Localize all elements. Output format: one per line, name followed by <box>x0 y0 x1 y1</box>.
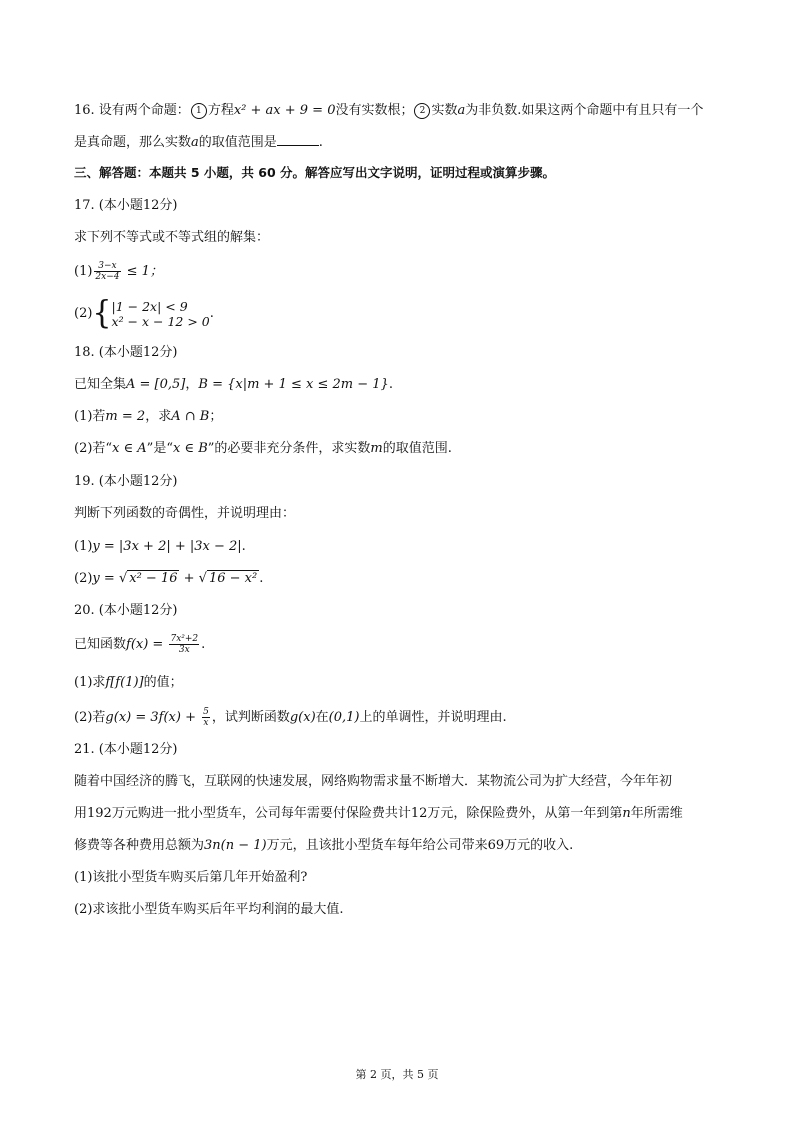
inequality: ≤ 1； <box>122 264 163 279</box>
q21-text: 万元，且该批小型货车每年给公司带来 <box>266 838 488 853</box>
denominator: 3x <box>178 645 190 655</box>
q20-text: 上的单调性，并说明理由. <box>359 710 507 725</box>
q20-intro <box>74 634 205 655</box>
variable: a <box>191 135 199 150</box>
period: . <box>201 637 206 652</box>
q21-line3 <box>74 836 573 856</box>
numerator: 3−x <box>94 261 120 272</box>
q17-part1 <box>74 261 163 282</box>
radicand: 16 − x² <box>208 571 258 586</box>
q19-intro: 判断下列函数的奇偶性，并说明理由： <box>74 506 296 521</box>
q20-text: ，试判断函数 <box>211 710 290 725</box>
q18-text: 的取值范围. <box>382 441 452 456</box>
q18-part1 <box>74 407 222 427</box>
part-label: (1) <box>74 539 93 554</box>
q18-text: ，求 <box>145 409 172 424</box>
q17-part2 <box>74 295 214 332</box>
number: 12 <box>410 806 428 821</box>
period: . <box>209 306 214 321</box>
answer-blank <box>277 133 319 146</box>
q18-text: 已知全集 <box>74 377 127 392</box>
intersection: A ∩ B <box>171 409 210 424</box>
sqrt-icon: √ <box>118 571 128 586</box>
q21-heading: 21. (本小题12分) <box>74 742 178 757</box>
circled-number-1: 1 <box>191 103 207 119</box>
q21-text: 年所需维 <box>630 806 683 821</box>
q21-line1: 随着中国经济的腾飞，互联网的快速发展，网络购物需求量不断增大．某物流公司为扩大经营，今年年初 <box>74 774 673 789</box>
q19-part2 <box>74 569 263 589</box>
brace-icon: { <box>92 295 112 332</box>
q21-text: 修费等各种费用总额为 <box>74 838 205 853</box>
operator: + <box>179 571 199 586</box>
q19-heading: 19. (本小题12分) <box>74 474 178 489</box>
numerator: 7x²+2 <box>170 634 199 644</box>
page-footer: 第 2 页，共 5 页 <box>355 1068 439 1081</box>
q20-part2 <box>74 707 507 728</box>
separator: ， <box>185 377 199 392</box>
inequality-system <box>112 299 210 329</box>
section-heading: 三、解答题：本题共 5 小题，共 60 分。解答应写出文字说明，证明过程或演算步骤。 <box>74 165 556 180</box>
set-b: B = {x|m + 1 ≤ x ≤ 2m − 1} <box>198 377 389 392</box>
q16-text: 的取值范围是 <box>198 135 277 150</box>
q20-heading: 20. (本小题12分) <box>74 603 178 618</box>
sqrt-icon: √ <box>198 571 207 586</box>
equation: x² + ax + 9 = 0 <box>233 103 336 118</box>
q18-heading: 18. (本小题12分) <box>74 345 178 360</box>
q16-text: 实数 <box>431 103 458 118</box>
q16-text: 方程 <box>207 103 234 118</box>
q17-intro: 求下列不等式或不等式组的解集： <box>74 230 270 245</box>
circled-number-2: 2 <box>414 103 430 119</box>
fraction <box>169 634 199 655</box>
q18-text: ”的必要非充分条件，求实数 <box>207 441 371 456</box>
function-expression: y = <box>92 571 119 586</box>
q21-text: 万元的收入. <box>504 838 574 853</box>
period: . <box>259 571 264 586</box>
q20-text: (1)求 <box>74 675 106 690</box>
q18-text: ； <box>209 409 223 424</box>
q18-part2 <box>74 439 452 459</box>
q16-text: 没有实数根； <box>335 103 414 118</box>
q20-part1 <box>74 673 183 693</box>
period: . <box>388 377 393 392</box>
q20-text: 在 <box>315 710 329 725</box>
q16-text: . <box>318 135 323 150</box>
function-name: g(x) <box>289 710 316 725</box>
function-expression: y = |3x + 2| + |3x − 2| <box>92 539 242 554</box>
part-label: (1) <box>74 264 93 279</box>
q17-heading: 17. (本小题12分) <box>74 198 178 213</box>
q16-line2 <box>74 133 323 153</box>
variable: a <box>457 103 466 118</box>
part-label: (2) <box>74 306 93 321</box>
radicand: x² − 16 <box>129 571 178 586</box>
set-a: A = [0,5] <box>126 377 186 392</box>
q16-text: 16. 设有两个命题： <box>74 103 190 118</box>
system-row: |1 − 2x| < 9 <box>111 299 188 314</box>
period: . <box>241 539 246 554</box>
q20-text: 的值； <box>143 675 183 690</box>
variable: m <box>370 441 383 456</box>
denominator: 2x−4 <box>95 272 120 282</box>
q18-text: ”是“ <box>146 441 173 456</box>
fraction <box>94 261 120 282</box>
q21-line2 <box>74 804 683 824</box>
q16-line1 <box>74 101 703 121</box>
membership: x ∈ A <box>112 441 147 456</box>
q16-text: 是真命题，那么实数 <box>74 135 192 150</box>
q21-text: 用 <box>74 806 88 821</box>
part-label: (2) <box>74 571 93 586</box>
denominator: x <box>203 718 209 728</box>
number: 192 <box>87 806 112 821</box>
system-row: x² − x − 12 > 0 <box>111 314 210 329</box>
interval: (0,1) <box>328 710 360 725</box>
q18-intro <box>74 375 393 395</box>
fraction <box>202 707 210 728</box>
q18-text: (1)若 <box>74 409 106 424</box>
numerator: 5 <box>203 707 209 717</box>
equation: m = 2 <box>105 409 146 424</box>
composite-function: f[f(1)] <box>105 675 144 690</box>
q20-text: 已知函数 <box>74 637 127 652</box>
q20-text: (2)若 <box>74 710 106 725</box>
number: 69 <box>487 838 505 853</box>
q21-part2: (2)求该批小型货车购买后年平均利润的最大值. <box>74 902 344 917</box>
q18-text: (2)若“ <box>74 441 113 456</box>
q21-part1: (1)该批小型货车购买后第几年开始盈利? <box>74 870 308 885</box>
variable: n <box>622 806 631 821</box>
function-expression: f(x) = <box>126 637 168 652</box>
q21-text: 万元购进一批小型货车，公司每年需要付保险费共计 <box>111 806 411 821</box>
expression: 3n(n − 1) <box>204 838 267 853</box>
q19-part1 <box>74 537 246 557</box>
q16-text: 为非负数.如果这两个命题中有且只有一个 <box>465 103 704 118</box>
function-expression: g(x) = 3f(x) + <box>105 710 201 725</box>
q21-text: 万元，除保险费外，从第一年到第 <box>427 806 623 821</box>
membership: x ∈ B <box>172 441 208 456</box>
